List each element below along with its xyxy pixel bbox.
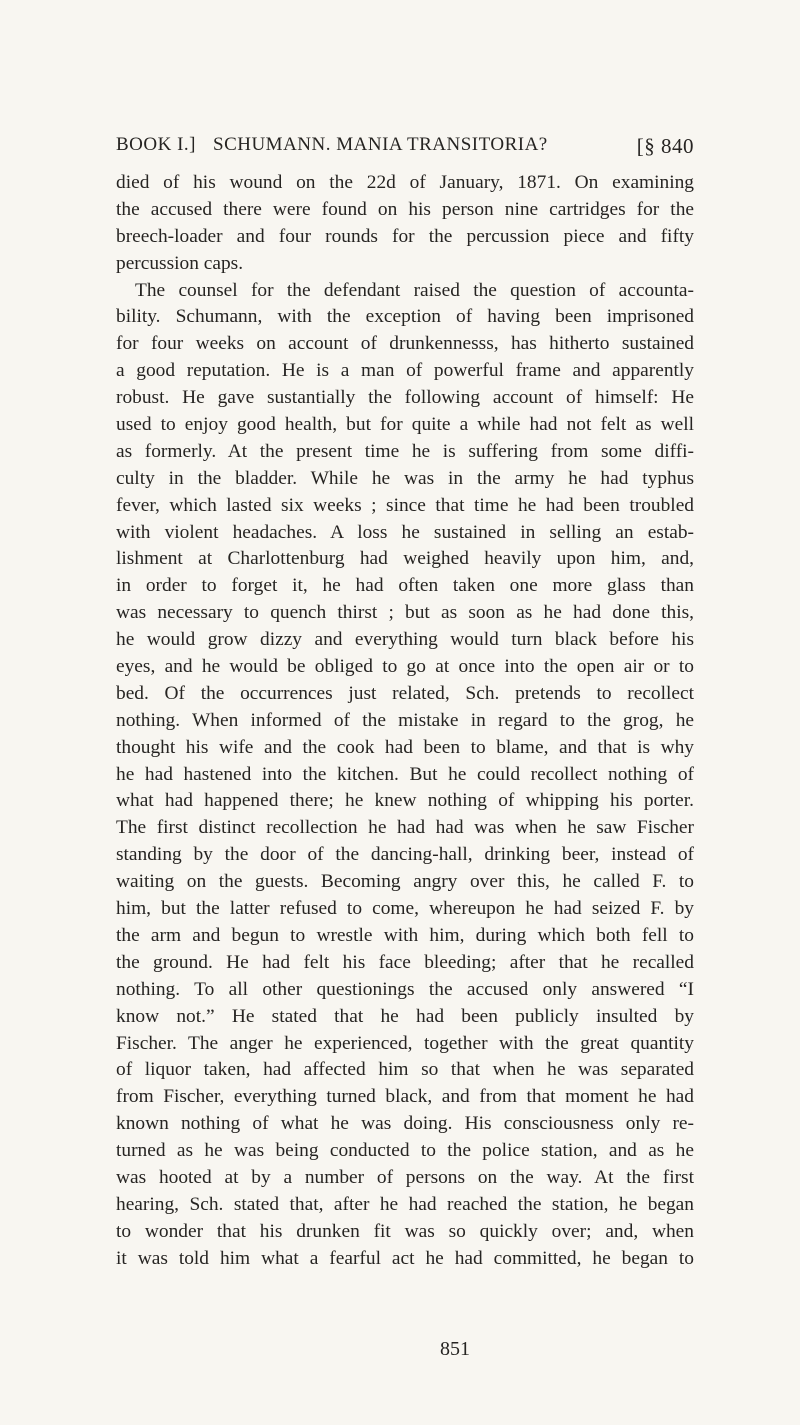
text-line: know not.” He stated that he had been publicly insulted by bbox=[116, 1005, 694, 1027]
text-line: waiting on the guests. Becoming angry over this, he called F. to bbox=[116, 871, 694, 893]
text-line: used to enjoy good health, but for quite a while had not felt as well bbox=[116, 414, 694, 436]
text-line: in order to forget it, he had often taken one more glass than bbox=[116, 575, 694, 597]
text-line: breech-loader and four rounds for the percussion piece and fifty bbox=[116, 225, 694, 247]
header-book-label: BOOK I.] bbox=[116, 134, 196, 155]
text-line: standing by the door of the dancing-hall, drinking beer, instead of bbox=[116, 844, 694, 866]
text-line: for four weeks on account of drunkennesss, has hitherto sustained bbox=[116, 333, 694, 355]
text-line: nothing. To all other questionings the accused only answered “I bbox=[116, 978, 694, 1000]
text-line: to wonder that his drunken fit was so quickly over; and, when bbox=[116, 1220, 694, 1242]
text-line: was necessary to quench thirst ; but as soon as he had done this, bbox=[116, 602, 694, 624]
text-line: culty in the bladder. While he was in the army he had typhus bbox=[116, 467, 694, 489]
text-line: percussion caps. bbox=[116, 252, 244, 274]
text-line: he had hastened into the kitchen. But he could recollect nothing of bbox=[116, 763, 694, 785]
body-text bbox=[116, 170, 694, 1273]
text-line: fever, which lasted six weeks ; since that time he had been troubled bbox=[116, 494, 694, 516]
text-line: the accused there were found on his person nine cartridges for the bbox=[116, 198, 694, 220]
text-line: bed. Of the occurrences just related, Sch. pretends to recollect bbox=[116, 682, 694, 704]
text-line: bility. Schumann, with the exception of having been imprisoned bbox=[116, 306, 694, 328]
text-line: The counsel for the defendant raised the question of accounta- bbox=[135, 279, 694, 301]
text-line: him, but the latter refused to come, whereupon he had seized F. by bbox=[116, 898, 694, 920]
text-line: robust. He gave sustantially the following account of himself: He bbox=[116, 387, 694, 409]
text-line: nothing. When informed of the mistake in regard to the grog, he bbox=[116, 709, 694, 731]
text-line: thought his wife and the cook had been to blame, and that is why bbox=[116, 736, 694, 758]
text-line: The first distinct recollection he had had was when he saw Fischer bbox=[116, 817, 694, 839]
header-title: SCHUMANN. MANIA TRANSITORIA? bbox=[213, 134, 548, 155]
page-number: 851 bbox=[440, 1338, 470, 1360]
text-line: eyes, and he would be obliged to go at once into the open air or to bbox=[116, 656, 694, 678]
text-line: it was told him what a fearful act he had committed, he began to bbox=[116, 1247, 694, 1269]
text-line: hearing, Sch. stated that, after he had reached the station, he began bbox=[116, 1193, 694, 1215]
text-line: as formerly. At the present time he is suffering from some diffi- bbox=[116, 440, 694, 462]
header-section-number: [§ 840 bbox=[636, 134, 694, 158]
text-line: from Fischer, everything turned black, and from that moment he had bbox=[116, 1086, 694, 1108]
text-line: was hooted at by a number of persons on the way. At the first bbox=[116, 1166, 694, 1188]
text-line: what had happened there; he knew nothing of whipping his porter. bbox=[116, 790, 694, 812]
text-line: he would grow dizzy and everything would turn black before his bbox=[116, 629, 694, 651]
text-line: with violent headaches. A loss he sustained in selling an estab- bbox=[116, 521, 694, 543]
text-line: a good reputation. He is a man of powerful frame and apparently bbox=[116, 360, 694, 382]
text-line: known nothing of what he was doing. His consciousness only re- bbox=[116, 1113, 694, 1135]
text-line: lishment at Charlottenburg had weighed heavily upon him, and, bbox=[116, 548, 694, 570]
running-header bbox=[116, 134, 694, 164]
text-line: turned as he was being conducted to the police station, and as he bbox=[116, 1140, 694, 1162]
text-line: Fischer. The anger he experienced, together with the great quantity bbox=[116, 1032, 694, 1054]
text-line: of liquor taken, had affected him so that when he was separated bbox=[116, 1059, 694, 1081]
text-line: died of his wound on the 22d of January, 1871. On examining bbox=[116, 172, 694, 193]
text-line: the ground. He had felt his face bleeding; after that he recalled bbox=[116, 951, 694, 973]
text-line: the arm and begun to wrestle with him, during which both fell to bbox=[116, 924, 694, 946]
